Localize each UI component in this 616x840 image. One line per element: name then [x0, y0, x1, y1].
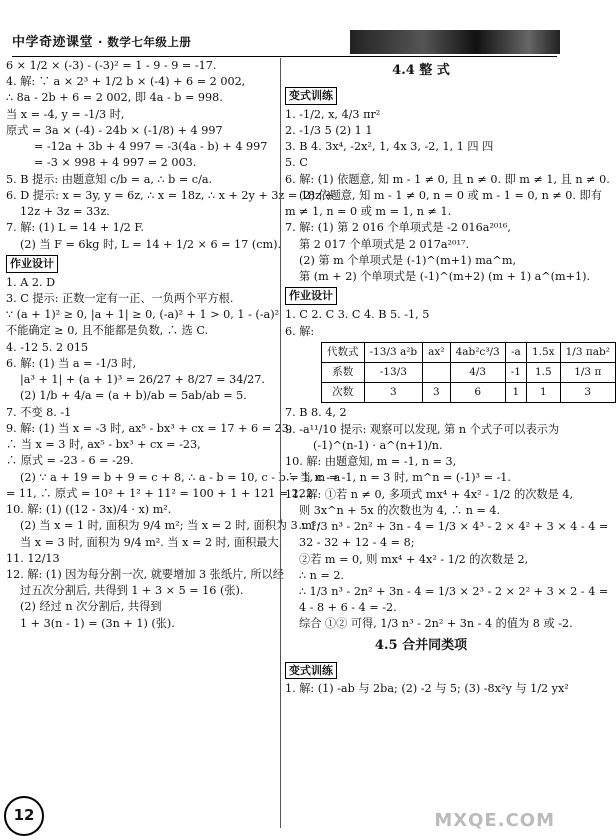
- table-row: [322, 342, 616, 362]
- table-cell: 1.5x: [526, 342, 560, 362]
- text-line: = -12a + 3b + 4 997 = -3(4a - b) + 4 997: [34, 140, 268, 154]
- text-line: 4. -12 5. 2 015: [6, 340, 89, 354]
- text-line: ∴ 原式 = -23 - 6 = -29.: [6, 454, 134, 468]
- table-cell: -13/3: [364, 362, 423, 382]
- section-box: [285, 285, 557, 307]
- text-line: (2) 依题意, 知 m - 1 ≠ 0, n = 0 或 m - 1 = 0, n ≠ 0. 即有: [299, 188, 602, 202]
- header-rule: [12, 56, 557, 57]
- page-number: 12: [4, 796, 44, 836]
- row-header: 系数: [322, 362, 365, 382]
- text-line: (2) ∵ a + 19 = b + 9 = c + 8, ∴ a - b = 10, c - b = 1, c - a: [20, 470, 341, 484]
- section-title: 4.5 合并同类项: [374, 637, 468, 653]
- text-line: 6. D 提示: x = 3y, y = 6z, ∴ x = 18z, ∴ x + 2y + 3z = 18z +: [6, 188, 334, 202]
- text-line: 10. 解: 由题意知, m = -1, n = 3,: [285, 455, 457, 469]
- text-line: 11. 12/13: [6, 551, 60, 565]
- text-line: 当 x = 3 时, 面积为 9/4 m². 当 x = 2 时, 面积最大.: [20, 535, 283, 549]
- text-line: 6. 解:: [285, 324, 315, 338]
- section-box-label: 作业设计: [285, 287, 337, 305]
- text-line: (2) 当 x = 1 时, 面积为 9/4 m²; 当 x = 2 时, 面积为 3 m²;: [20, 519, 321, 533]
- brand-title: [12, 34, 191, 53]
- text-line: 1. 解: (1) -ab 与 2ba; (2) -2 与 5; (3) -8x²y 与 1/2 yx²: [285, 682, 569, 696]
- row-header: 次数: [322, 383, 365, 403]
- text-line: 7. 不变 8. -1: [6, 405, 72, 419]
- text-line: 6 × 1/2 × (-3) - (-3)² = 1 - 9 - 9 = -17.: [6, 59, 217, 72]
- text-line: (2) 当 F = 6kg 时, L = 14 + 1/2 × 6 = 17 (cm).: [20, 237, 281, 251]
- section-box-label: 变式训练: [285, 662, 337, 680]
- column-divider: [280, 58, 281, 828]
- text-line: (2) 经过 n 次分割后, 共得到: [20, 600, 162, 614]
- table-cell: 4/3: [450, 362, 505, 382]
- text-line: (2) 第 m 个单项式是 (-1)^(m+1) ma^m,: [299, 253, 517, 267]
- right-column: [285, 58, 610, 698]
- table-row: [322, 362, 616, 382]
- text-line: 过五次分割后, 共得到 1 + 3 × 5 = 16 (张).: [20, 584, 244, 598]
- text-line: 综合 ①② 可得, 1/3 n³ - 2n² + 3n - 4 的值为 8 或 -2.: [299, 617, 573, 631]
- book-subtitle: · 数学七年级上册: [98, 35, 192, 49]
- text-line: (-1)^(n-1) · a^(n+1)/n.: [313, 438, 443, 452]
- text-line: = 11, ∴ 原式 = 10² + 1² + 11² = 100 + 1 + 121 = 222.: [6, 486, 317, 500]
- text-line: ②若 m = 0, 则 mx⁴ + 4x² - 1/2 的次数是 2,: [299, 552, 529, 566]
- text-line: ∴ 1/3 n³ - 2n² + 3n - 4 = 1/3 × 4³ - 2 × 4² + 3 × 4 - 4 =: [299, 520, 609, 534]
- text-line: 7. 解: (1) L = 14 + 1/2 F.: [6, 221, 144, 235]
- section-box: [285, 660, 557, 682]
- table-cell: 3: [423, 383, 450, 403]
- brand-name: 中学奇迹课堂: [12, 35, 94, 50]
- text-line: 2. -1/3 5 (2) 1 1: [285, 124, 373, 138]
- text-line: 12. 解: (1) 因为每分割一次, 就要增加 3 张纸片, 所以经: [6, 567, 284, 581]
- text-line: 5. C: [285, 156, 308, 170]
- text-line: 9. -a¹¹/10 提示: 观察可以发现, 第 n 个式子可以表示为: [285, 422, 560, 436]
- text-line: 当 x = -4, y = -1/3 时,: [6, 107, 125, 121]
- text-line: = -3 × 998 + 4 997 = 2 003.: [34, 156, 197, 170]
- text-line: ∵ (a + 1)² ≥ 0, |a + 1| ≥ 0, (-a)² + 1 > 0, 1 - (-a)²: [6, 308, 280, 322]
- table-cell: 4ab²c³/3: [450, 342, 505, 362]
- table-cell: [423, 362, 450, 382]
- text-line: ∴ 1/3 n³ - 2n² + 3n - 4 = 1/3 × 2³ - 2 × 2² + 3 × 2 - 4 =: [299, 585, 609, 598]
- text-line: 1. A 2. D: [6, 275, 56, 289]
- text-line: 原式 = 3a × (-4) - 24b × (-1/8) + 4 997: [6, 123, 223, 137]
- watermark: MXQE.COM: [434, 809, 555, 831]
- text-line: 3. C 提示: 正数一定有一正、一负两个平方根.: [6, 291, 234, 305]
- text-line: 第 2 017 个单项式是 2 017a²⁰¹⁷.: [299, 237, 470, 251]
- row-header: 代数式: [322, 342, 365, 362]
- text-line: ∴ 8a - 2b + 6 = 2 002, 即 4a - b = 998.: [6, 91, 223, 105]
- text-line: 7. B 8. 4, 2: [285, 406, 347, 420]
- text-line: 4 - 8 + 6 - 4 = -2.: [299, 601, 397, 615]
- section-box: [6, 253, 276, 275]
- text-line: 不能确定 ≥ 0, 且不能都是负数, ∴ 选 C.: [6, 324, 209, 338]
- table-cell: 3: [364, 383, 423, 403]
- text-line: 4. 解: ∵ a × 2³ + 1/2 b × (-4) + 6 = 2 002,: [6, 75, 246, 89]
- text-line: 1. -1/2, x, 4/3 πr²: [285, 107, 381, 121]
- text-line: 第 (m + 2) 个单项式是 (-1)^(m+2) (m + 1) a^(m+1).: [299, 270, 591, 284]
- text-line: 3. B 4. 3x⁴, -2x², 1, 4x 3, -2, 1, 1 四 四: [285, 140, 494, 154]
- text-line: 1. C 2. C 3. C 4. B 5. -1, 5: [285, 308, 430, 322]
- text-line: 10. 解: (1) ((12 - 3x)/4 · x) m².: [6, 503, 172, 517]
- text-line: 6. 解: (1) 依题意, 知 m - 1 ≠ 0, 且 n ≠ 0. 即 m ≠ 1, 且 n ≠ 0.: [285, 172, 610, 186]
- table-cell: 1: [526, 383, 560, 403]
- table-cell: 1: [505, 383, 526, 403]
- text-line: ∴ 当 x = 3 时, ax⁵ - bx³ + cx = -23,: [6, 438, 201, 452]
- header-decoration: [350, 30, 560, 54]
- table-cell: -a: [505, 342, 526, 362]
- text-line: 7. 解: (1) 第 2 016 个单项式是 -2 016a²⁰¹⁶,: [285, 221, 511, 235]
- table-cell: 3: [560, 383, 615, 403]
- degree-table: [321, 342, 616, 404]
- text-line: 12z + 3z = 33z.: [20, 205, 110, 219]
- table-cell: 6: [450, 383, 505, 403]
- text-line: |a³ + 1| + (a + 1)³ = 26/27 + 8/27 = 34/27.: [20, 373, 265, 387]
- text-line: 6. 解: (1) 当 a = -1/3 时,: [6, 356, 137, 370]
- table-cell: -1: [505, 362, 526, 382]
- text-line: (2) 1/b + 4/a = (a + b)/ab = 5ab/ab = 5.: [20, 389, 247, 403]
- table-cell: 1.5: [526, 362, 560, 382]
- text-line: ∴ 当 m = -1, n = 3 时, m^n = (-1)³ = -1.: [285, 471, 511, 485]
- page-header: [0, 0, 563, 56]
- section-title: 4.4 整 式: [392, 63, 450, 78]
- table-cell: -13/3 a²b: [364, 342, 423, 362]
- text-line: 9. 解: (1) 当 x = -3 时, ax⁵ - bx³ + cx = 17 + 6 = 23,: [6, 421, 293, 435]
- text-line: m ≠ 1, n = 0 或 m = 1, n ≠ 1.: [285, 205, 452, 219]
- text-line: 11. 解: ①若 n ≠ 0, 多项式 mx⁴ + 4x² - 1/2 的次数是 4,: [285, 487, 574, 501]
- section-box: [285, 85, 557, 107]
- text-line: 5. B 提示: 由题意知 c/b = a, ∴ b = c/a.: [6, 172, 213, 186]
- table-cell: 1/3 πab²: [560, 342, 615, 362]
- section-box-label: 变式训练: [285, 87, 337, 105]
- text-line: 32 - 32 + 12 - 4 = 8;: [299, 536, 415, 550]
- table-cell: ax²: [423, 342, 450, 362]
- section-box-label: 作业设计: [6, 255, 58, 273]
- text-line: ∴ n = 2.: [299, 568, 345, 582]
- text-line: 1 + 3(n - 1) = (3n + 1) (张).: [20, 616, 175, 630]
- table-row: [322, 383, 616, 403]
- table-cell: 1/3 π: [560, 362, 615, 382]
- text-line: 则 3x^n + 5x 的次数也为 4, ∴ n = 4.: [299, 503, 501, 517]
